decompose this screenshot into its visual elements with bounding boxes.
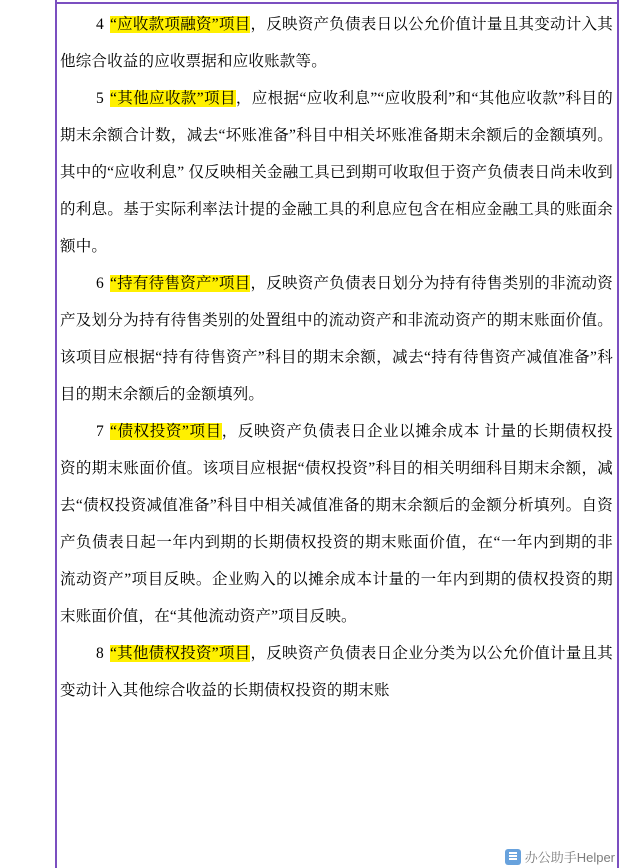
paragraph-text: ，反映资产负债表日企业以摊余成本 计量的长期债权投资的期末账面价值。该项目应根据“债权投资”科目的相关明细科目期末余额，减去“债权投资减值准备”科目中相关减值准备的期末余额后的金额分析填列。自资产负债表日起一年内到期的长期债权投资的期末账面价值，在“一年内到期的非流动资产”项目反映。企业购入的以摊余成本计量的一年内到期的债权投资的期末账面价值，在“其他流动资产”项目反映。: [60, 423, 613, 625]
paragraph-8: [60, 635, 613, 709]
paragraph-text: ，反映资产负债表日划分为持有待售类别的非流动资产及划分为持有待售类别的处置组中的流动资产和非流动资产的期末账面价值。该项目应根据“持有待售资产”科目的期末余额，减去“持有待售资产减值准备”科目的期末余额后的金额填列。: [60, 275, 614, 403]
highlighted-term: “其他债权投资”项目: [110, 645, 251, 662]
document-body: [60, 6, 613, 868]
paragraph-4: [60, 6, 613, 80]
paragraph-6: [60, 265, 613, 413]
paragraph-number: 4: [96, 16, 104, 33]
paragraph-number: 7: [96, 423, 104, 440]
paragraph-5: [60, 80, 613, 265]
paragraph-number: 8: [96, 645, 104, 662]
page-border-top: [55, 2, 619, 4]
watermark-label: 办公助手Helper: [524, 850, 615, 865]
paragraph-text: ，应根据“应收利息”“应收股利”和“其他应收款”科目的期末余额合计数，减去“坏账准备”科目中相关坏账准备期末余额后的金额填列。其中的“应收利息” 仅反映相关金融工具已到期可收取但于资产负债表日尚未收到的利息。基于实际利率法计提的金融工具的利息应包含在相应金融工具的账面余额中。: [60, 90, 614, 255]
highlighted-term: “持有待售资产”项目: [110, 275, 251, 292]
highlighted-term: “应收款项融资”项目: [110, 16, 251, 33]
watermark: [505, 847, 615, 866]
app-logo-icon: [505, 849, 521, 865]
paragraph-text: ，反映资产负债表日企业分类为以公允价值计量且其变动计入其他综合收益的长期债权投资的期末账: [60, 645, 614, 699]
highlighted-term: “其他应收款”项目: [110, 90, 236, 107]
paragraph-text: ，反映资产负债表日以公允价值计量且其变动计入其他综合收益的应收票据和应收账款等。: [60, 16, 614, 70]
paragraph-7: [60, 413, 613, 635]
highlighted-term: “债权投资”项目: [110, 423, 222, 440]
page-border-left: [55, 0, 57, 868]
paragraph-number: 5: [96, 90, 104, 107]
page-border-right: [617, 0, 619, 868]
paragraph-number: 6: [96, 275, 104, 292]
